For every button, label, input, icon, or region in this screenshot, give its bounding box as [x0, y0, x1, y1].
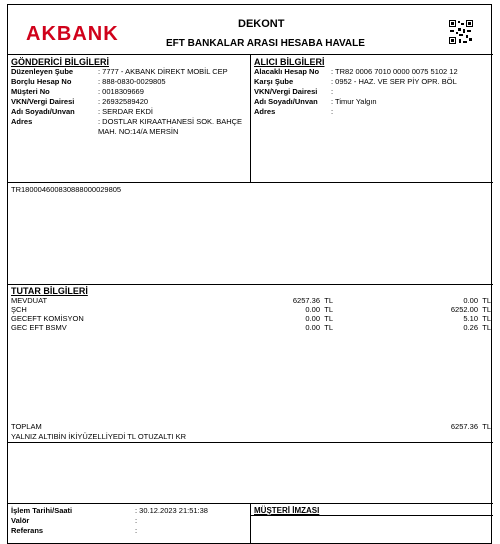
debit-amount: 0.00	[305, 314, 320, 323]
amounts-title: TUTAR BİLGİLERİ	[11, 286, 88, 296]
info-row	[254, 77, 490, 87]
info-value: :	[331, 87, 334, 96]
amount-row	[11, 323, 491, 332]
total-label: TOPLAM	[11, 422, 42, 431]
info-value: MAH. NO:14/A MERSİN	[98, 127, 179, 136]
credit-amount: 5.10	[463, 314, 478, 323]
amount-in-words	[11, 432, 491, 441]
info-row	[11, 107, 247, 117]
footer-divider	[250, 503, 251, 543]
info-label: Adres	[254, 107, 276, 116]
info-row	[254, 67, 490, 77]
document-title: DEKONT	[238, 18, 285, 30]
receipt-header	[8, 5, 493, 55]
info-value: : 30.12.2023 21:51:38	[135, 506, 208, 515]
total-section	[11, 422, 491, 441]
info-label: Adres	[11, 117, 33, 126]
reference-line: TR180004600830888000029805	[11, 185, 122, 194]
receipt-document	[7, 4, 492, 544]
info-label: Adı Soyadı/Unvan	[254, 97, 318, 106]
divider-line	[8, 182, 493, 183]
info-value: : 0018309669	[98, 87, 144, 96]
column-divider	[250, 55, 251, 182]
receiver-title: ALICI BİLGİLERİ	[254, 57, 325, 67]
akbank-logo: AKBANK	[26, 23, 119, 45]
amount-name: MEVDUAT	[11, 296, 48, 305]
info-label: Adı Soyadı/Unvan	[11, 107, 75, 116]
total-value: 6257.36	[450, 422, 478, 431]
info-label: Alacaklı Hesap No	[254, 67, 320, 76]
credit-amount: 0.26	[463, 323, 478, 332]
info-row	[11, 97, 247, 107]
transaction-info	[11, 506, 247, 536]
amount-rows	[11, 296, 491, 332]
info-label: Referans	[11, 526, 44, 535]
debit-currency: TL	[324, 323, 333, 332]
amount-words-text: YALNIZ ALTIBİN İKİYÜZELLİYEDİ TL OTUZALTI KR	[11, 432, 187, 441]
amount-name: GECEFT KOMİSYON	[11, 314, 84, 323]
debit-currency: TL	[324, 305, 333, 314]
credit-currency: TL	[482, 314, 491, 323]
debit-currency: TL	[324, 314, 333, 323]
info-value: :	[331, 107, 334, 116]
info-row	[254, 87, 490, 97]
document-subtitle: EFT BANKALAR ARASI HESABA HAVALE	[166, 38, 365, 49]
info-value: : TR82 0006 7010 0000 0075 5102 12	[331, 67, 458, 76]
credit-currency: TL	[482, 323, 491, 332]
info-row	[11, 526, 247, 536]
info-row	[11, 516, 247, 526]
amount-name: ŞCH	[11, 305, 27, 314]
debit-amount: 0.00	[305, 323, 320, 332]
info-value: : 0952 - HAZ. VE SER PİY OPR. BÖL	[331, 77, 457, 86]
info-value: :	[135, 526, 138, 535]
info-label: Karşı Şube	[254, 77, 294, 86]
info-label: VKN/Vergi Dairesi	[254, 87, 318, 96]
credit-amount: 0.00	[463, 296, 478, 305]
receiver-rows	[254, 67, 490, 117]
info-label: Borçlu Hesap No	[11, 77, 72, 86]
divider-line	[8, 442, 493, 443]
info-row	[254, 97, 490, 107]
amount-row	[11, 296, 491, 305]
info-value: :	[135, 516, 138, 525]
info-value: : 888-0830-0029805	[98, 77, 166, 86]
info-row	[11, 506, 247, 516]
sender-rows	[11, 67, 247, 137]
credit-currency: TL	[482, 305, 491, 314]
info-value: : SERDAR EKDİ	[98, 107, 154, 116]
debit-amount: 6257.36	[292, 296, 320, 305]
total-row	[11, 422, 491, 431]
info-row	[11, 117, 247, 127]
info-value: : 7777 - AKBANK DİREKT MOBİL CEP	[98, 67, 228, 76]
signature-underline	[250, 515, 493, 516]
info-label: Müşteri No	[11, 87, 50, 96]
info-value: : Timur Yalgın	[331, 97, 377, 106]
receiver-section	[254, 57, 490, 117]
info-row	[11, 127, 247, 137]
qr-code-icon	[448, 19, 474, 45]
footer-rows	[11, 506, 247, 536]
amount-name: GEC EFT BSMV	[11, 323, 67, 332]
sender-section	[11, 57, 247, 137]
debit-amount: 0.00	[305, 305, 320, 314]
total-currency: TL	[482, 422, 491, 431]
info-label	[11, 127, 98, 137]
info-row	[254, 107, 490, 117]
info-row	[11, 77, 247, 87]
divider-line	[8, 284, 493, 285]
amount-row	[11, 314, 491, 323]
signature-title: MÜŞTERİ İMZASI	[254, 506, 320, 515]
info-row	[11, 87, 247, 97]
info-label: Valör	[11, 516, 30, 525]
debit-currency: TL	[324, 296, 333, 305]
info-value: : DOSTLAR KIRAATHANESİ SOK. BAHÇE	[98, 117, 243, 126]
info-value: : 26932589420	[98, 97, 149, 106]
info-label: VKN/Vergi Dairesi	[11, 97, 75, 106]
credit-amount: 6252.00	[450, 305, 478, 314]
info-label: İşlem Tarihi/Saati	[11, 506, 73, 515]
amount-row	[11, 305, 491, 314]
info-label: Düzenleyen Şube	[11, 67, 74, 76]
amounts-section	[11, 286, 491, 332]
info-row	[11, 67, 247, 77]
signature-section	[254, 506, 319, 515]
credit-currency: TL	[482, 296, 491, 305]
sender-title: GÖNDERİCİ BİLGİLERİ	[11, 57, 110, 67]
